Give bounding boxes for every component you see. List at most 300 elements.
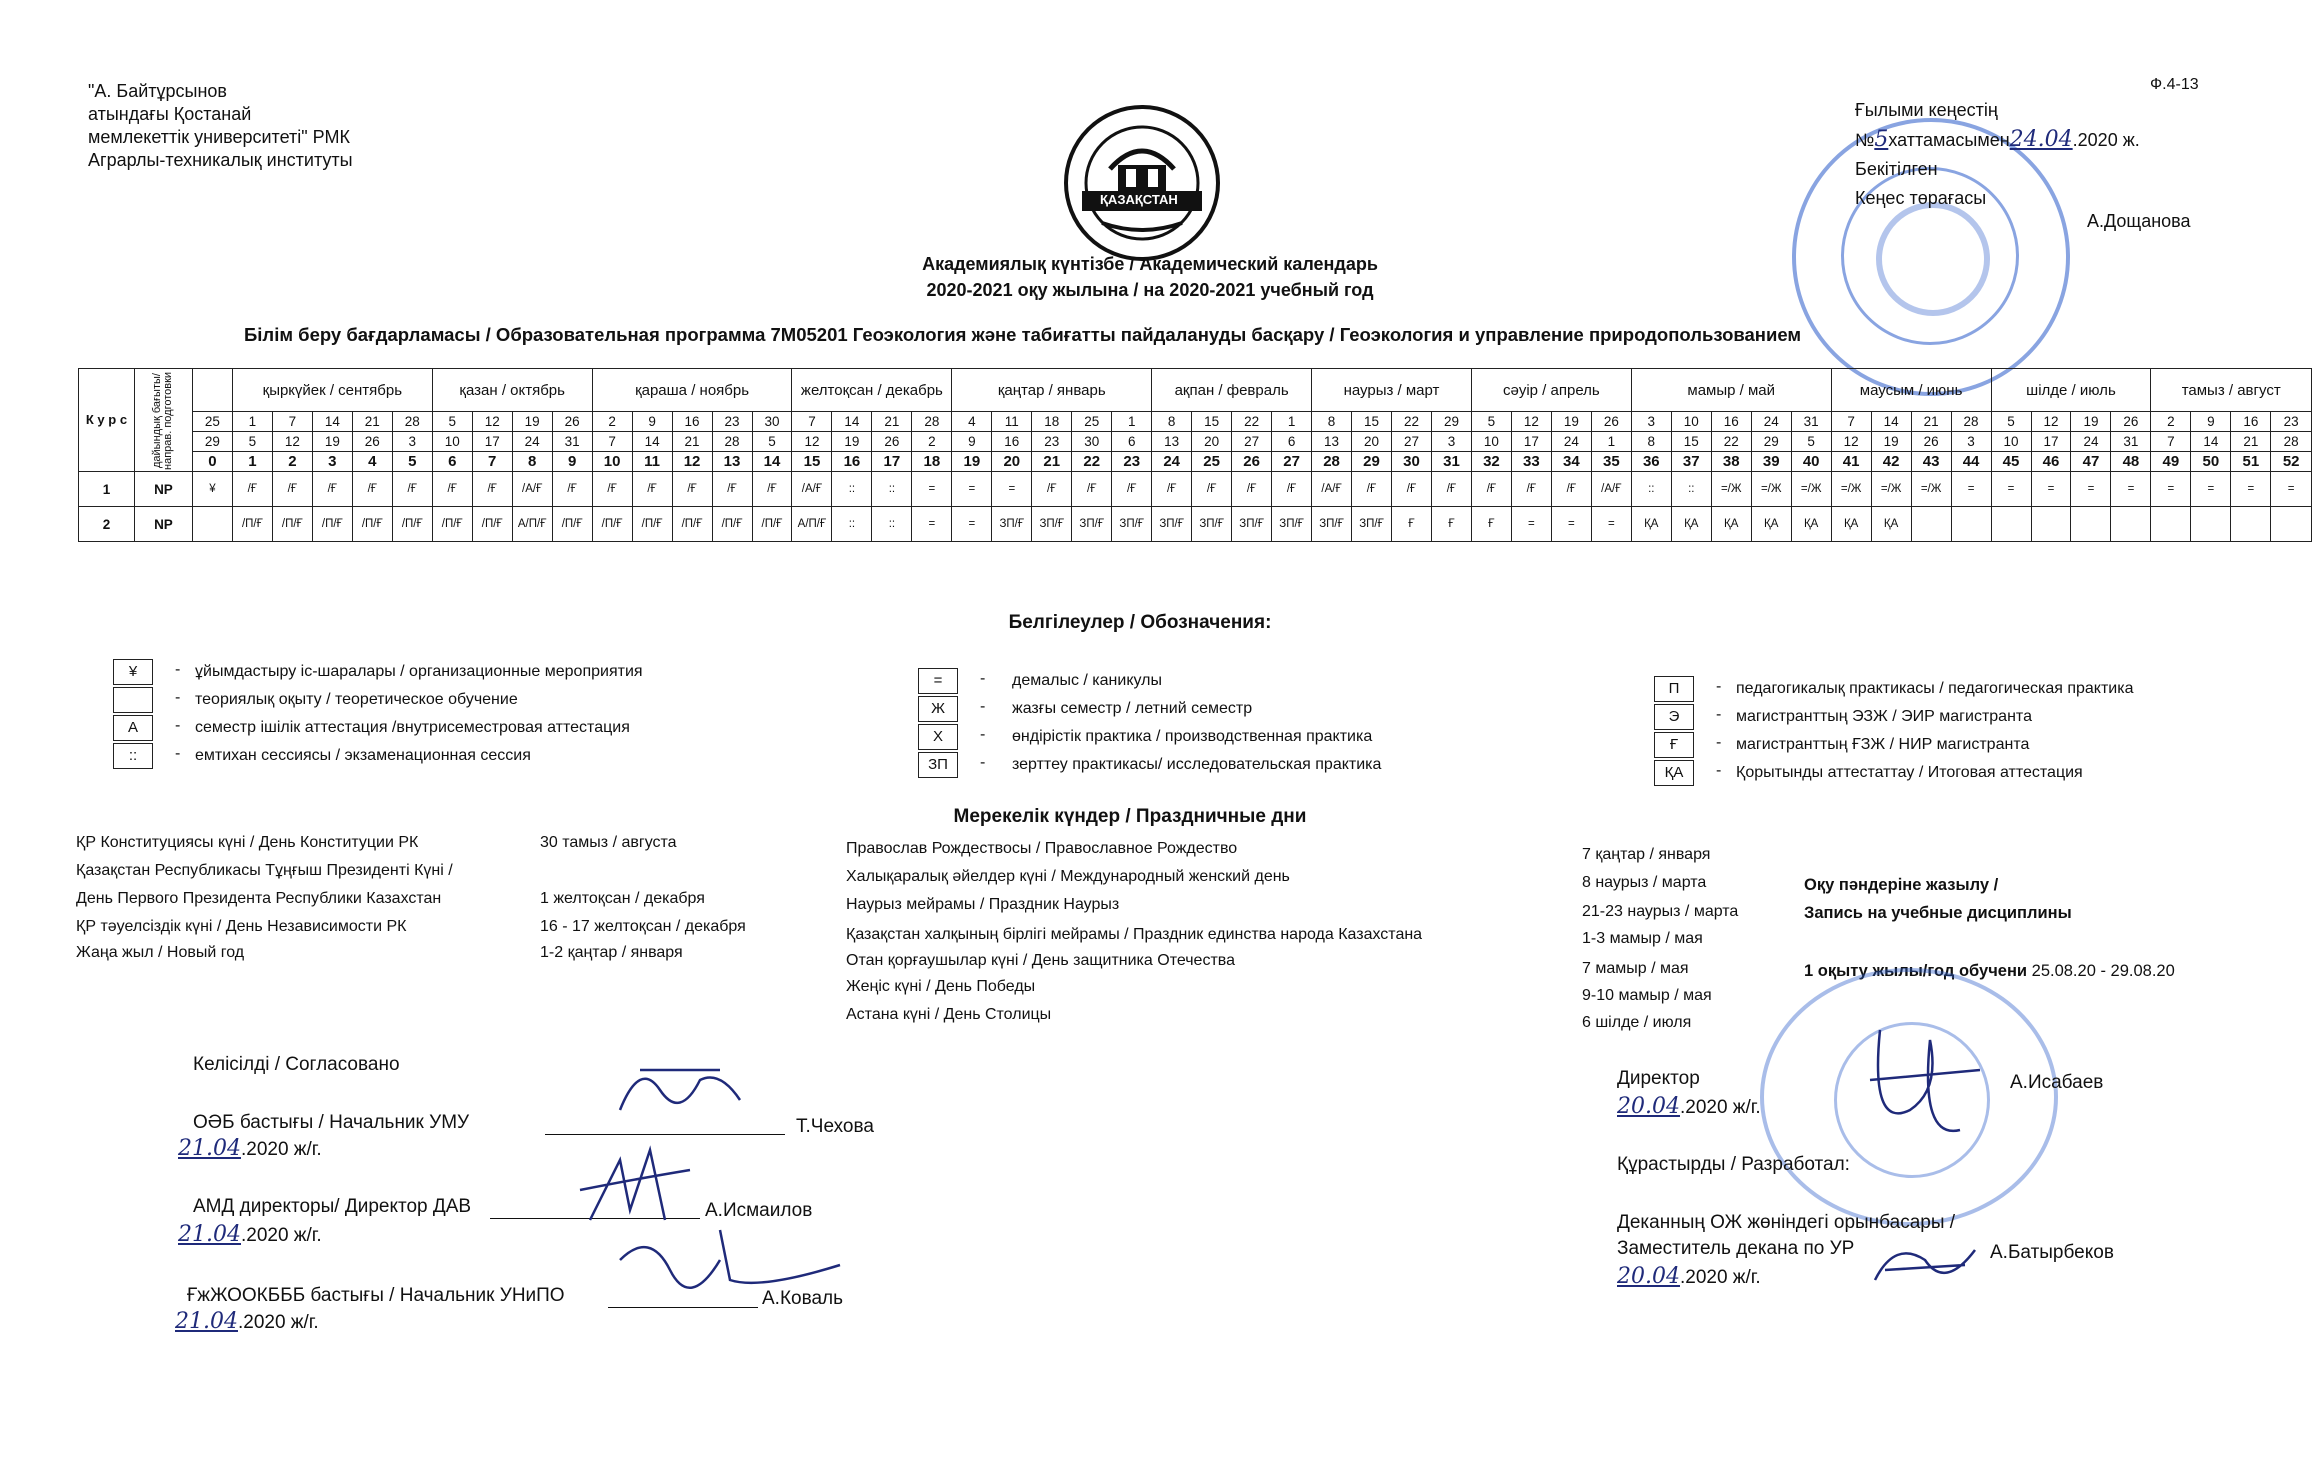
- starts-cell: 14: [312, 412, 352, 432]
- schedule-cell: [2031, 507, 2071, 542]
- week_numbers-cell: 52: [2271, 452, 2312, 472]
- ends-cell: 2: [912, 432, 952, 452]
- legend-dash: -: [980, 726, 986, 743]
- week_numbers-cell: 27: [1272, 452, 1312, 472]
- legend-code-box: Э: [1654, 704, 1694, 730]
- holiday-date: 21-23 наурыз / марта: [1582, 903, 1739, 920]
- program-header: дайындық бағыты/ направ. подготовки: [134, 369, 192, 472]
- legend-dash: -: [1716, 706, 1722, 723]
- starts-cell: 1: [232, 412, 272, 432]
- legend-dash: -: [175, 661, 181, 678]
- schedule-cell: ҚА: [1631, 507, 1671, 542]
- ends-cell: 9: [952, 432, 992, 452]
- ends-cell: 13: [1152, 432, 1192, 452]
- approval-chair: Кеңес төрағасы: [1855, 188, 1987, 208]
- ends-cell: 10: [432, 432, 472, 452]
- starts-cell: 24: [1751, 412, 1791, 432]
- holiday-name: Православ Рождествосы / Православное Рождество: [846, 840, 1238, 857]
- schedule-cell: ::: [832, 472, 872, 507]
- title-line-1: Академиялық күнтізбе / Академический календарь: [922, 254, 1378, 274]
- starts-cell: 19: [1551, 412, 1591, 432]
- ends-cell: 6: [1272, 432, 1312, 452]
- ends-cell: 26: [872, 432, 912, 452]
- schedule-cell: /П/Ғ: [752, 507, 792, 542]
- holiday-date: 16 - 17 желтоқсан / декабря: [540, 918, 746, 935]
- starts-cell: 28: [1951, 412, 1991, 432]
- starts-cell: 23: [712, 412, 752, 432]
- schedule-cell: /П/Ғ: [472, 507, 512, 542]
- week_numbers-cell: 37: [1671, 452, 1711, 472]
- ends-cell: 31: [552, 432, 592, 452]
- week_numbers-cell: 49: [2151, 452, 2191, 472]
- schedule-cell: [1911, 507, 1951, 542]
- director-date-row: 20.04.2020 ж/г.: [1617, 1094, 1761, 1119]
- schedule-cell: =: [912, 507, 952, 542]
- program-code: NP: [134, 472, 192, 507]
- starts-cell: 16: [2231, 412, 2271, 432]
- week_numbers-cell: 16: [832, 452, 872, 472]
- legend-dash: -: [1716, 678, 1722, 695]
- week_numbers-cell: 25: [1192, 452, 1232, 472]
- schedule-cell: А/П/Ғ: [512, 507, 552, 542]
- schedule-cell: =: [1991, 472, 2031, 507]
- ends-cell: 10: [1991, 432, 2031, 452]
- month-header: қараша / ноябрь: [592, 369, 792, 412]
- holiday-date: 1 желтоқсан / декабря: [540, 890, 705, 907]
- starts-cell: 9: [632, 412, 672, 432]
- schedule-cell: [2071, 507, 2111, 542]
- schedule-cell: =: [1591, 507, 1631, 542]
- starts-cell: 23: [2271, 412, 2312, 432]
- week_numbers-cell: 40: [1791, 452, 1831, 472]
- schedule-cell: /П/Ғ: [312, 507, 352, 542]
- legend-dash: -: [980, 698, 986, 715]
- starts-cell: 12: [2031, 412, 2071, 432]
- holiday-name: День Первого Президента Республики Казахстан: [76, 890, 442, 907]
- schedule-cell: /Ғ: [1072, 472, 1112, 507]
- legend-dash: -: [1716, 734, 1722, 751]
- legend-dash: -: [175, 745, 181, 762]
- schedule-cell: ЗП/Ғ: [1192, 507, 1232, 542]
- ends-cell: 26: [352, 432, 392, 452]
- ends-cell: 12: [792, 432, 832, 452]
- week_numbers-cell: 13: [712, 452, 752, 472]
- legend-code-box: [113, 687, 153, 713]
- starts-cell: 26: [1591, 412, 1631, 432]
- ends-cell: 19: [312, 432, 352, 452]
- starts-cell: 15: [1192, 412, 1232, 432]
- ends-cell: 3: [392, 432, 432, 452]
- holiday-name: ҚР Конституциясы күні / День Конституции РК: [76, 834, 419, 851]
- kurs-number: 1: [79, 472, 135, 507]
- starts-cell: 21: [1911, 412, 1951, 432]
- enrollment-line-1: Оқу пәндеріне жазылу /: [1804, 876, 1999, 894]
- schedule-cell: /П/Ғ: [392, 507, 432, 542]
- developed-label: Құрастырды / Разработал:: [1617, 1154, 1850, 1175]
- umu-title: ОӘБ бастығы / Начальник УМУ: [193, 1112, 470, 1133]
- starts-cell: 2: [592, 412, 632, 432]
- approval-approved: Бекітілген: [1855, 159, 1938, 179]
- ends-cell: 31: [2111, 432, 2151, 452]
- week_numbers-cell: 14: [752, 452, 792, 472]
- dav-name: А.Исмаилов: [705, 1200, 813, 1221]
- starts-cell: 12: [472, 412, 512, 432]
- holiday-name: Қазақстан халқының бірлігі мейрамы / Праздник единства народа Казахстана: [846, 926, 1423, 943]
- week_numbers-cell: 42: [1871, 452, 1911, 472]
- ends-cell: 3: [1431, 432, 1471, 452]
- starts-cell: 25: [1072, 412, 1112, 432]
- title-line-3: Білім беру бағдарламасы / Образовательная программа 7М05201 Геоэкология және табиғатты пайдалануды басқару / Геоэкология и управление природопользованием: [244, 324, 1802, 345]
- schedule-cell: =: [2271, 472, 2312, 507]
- schedule-cell: /Ғ: [352, 472, 392, 507]
- schedule-cell: =/Ж: [1871, 472, 1911, 507]
- starts-cell: 28: [912, 412, 952, 432]
- holiday-name: Отан қорғаушылар күні / День защитника Отечества: [846, 952, 1235, 969]
- holiday-name: Халықаралық әйелдер күні / Международный женский день: [846, 868, 1290, 885]
- schedule-cell: =: [2111, 472, 2151, 507]
- legend-text: емтихан сессиясы / экзаменационная сессия: [195, 747, 531, 764]
- starts-cell: 30: [752, 412, 792, 432]
- schedule-cell: ҚА: [1791, 507, 1831, 542]
- holiday-name: ҚР тәуелсіздік күні / День Независимости РК: [76, 918, 407, 935]
- schedule-cell: /Ғ: [472, 472, 512, 507]
- ends-cell: 10: [1471, 432, 1511, 452]
- ends-cell: 14: [2191, 432, 2231, 452]
- schedule-cell: [2231, 507, 2271, 542]
- holiday-date: 9-10 мамыр / мая: [1582, 987, 1712, 1004]
- legend-dash: -: [175, 689, 181, 706]
- holiday-date: 8 наурыз / марта: [1582, 874, 1707, 891]
- schedule-cell: /А/Ғ: [512, 472, 552, 507]
- week_numbers-cell: 12: [672, 452, 712, 472]
- ends-cell: 19: [832, 432, 872, 452]
- deputy-signature: [1865, 1230, 1985, 1300]
- schedule-cell: ҚА: [1711, 507, 1751, 542]
- week_numbers-cell: 18: [912, 452, 952, 472]
- week_numbers-cell: 44: [1951, 452, 1991, 472]
- week_numbers-cell: 10: [592, 452, 632, 472]
- legend-code-box: ҚА: [1654, 760, 1694, 786]
- schedule-cell: ЗП/Ғ: [1272, 507, 1312, 542]
- deputy-date: 20.04: [1617, 1264, 1680, 1289]
- schedule-cell: ¥: [192, 472, 232, 507]
- starts-cell: 4: [952, 412, 992, 432]
- month-header: қыркүйек / сентябрь: [232, 369, 432, 412]
- starts-cell: 19: [512, 412, 552, 432]
- umu-signature: [600, 1050, 760, 1130]
- starts-cell: 26: [2111, 412, 2151, 432]
- enrollment-line-2: Запись на учебные дисциплины: [1804, 904, 2072, 922]
- ends-cell: 21: [672, 432, 712, 452]
- institution-block: [88, 80, 353, 172]
- dav-date: 21.04: [178, 1222, 241, 1247]
- umu-date-row: 21.04.2020 ж/г.: [178, 1136, 322, 1161]
- schedule-cell: /П/Ғ: [712, 507, 752, 542]
- schedule-cell: ҚА: [1831, 507, 1871, 542]
- schedule-cell: /П/Ғ: [432, 507, 472, 542]
- starts-cell: 2: [2151, 412, 2191, 432]
- form-code: Ф.4-13: [2150, 76, 2199, 93]
- ends-cell: 21: [2231, 432, 2271, 452]
- schedule-cell: /Ғ: [272, 472, 312, 507]
- schedule-cell: =: [992, 472, 1032, 507]
- starts-cell: 1: [1112, 412, 1152, 432]
- schedule-cell: ЗП/Ғ: [1312, 507, 1352, 542]
- deputy-name: А.Батырбеков: [1990, 1242, 2114, 1263]
- month-header: мамыр / май: [1631, 369, 1831, 412]
- ends-cell: 5: [1791, 432, 1831, 452]
- schedule-cell: /Ғ: [712, 472, 752, 507]
- week_numbers-cell: 41: [1831, 452, 1871, 472]
- schedule-cell: /П/Ғ: [592, 507, 632, 542]
- week_numbers-cell: 8: [512, 452, 552, 472]
- week_numbers-cell: 24: [1152, 452, 1192, 472]
- starts-cell: 25: [192, 412, 232, 432]
- institution-line-1: "А. Байтұрсынов: [88, 81, 227, 101]
- schedule-cell: /Ғ: [1152, 472, 1192, 507]
- kurs-header: К у р с: [79, 369, 135, 472]
- schedule-cell: Ғ: [1392, 507, 1432, 542]
- schedule-cell: [2151, 507, 2191, 542]
- schedule-cell: =: [1951, 472, 1991, 507]
- schedule-cell: ЗП/Ғ: [1112, 507, 1152, 542]
- schedule-cell: =/Ж: [1711, 472, 1751, 507]
- schedule-cell: /Ғ: [232, 472, 272, 507]
- schedule-cell: /П/Ғ: [552, 507, 592, 542]
- schedule-cell: =/Ж: [1751, 472, 1791, 507]
- deputy-line-2: Заместитель декана по УР: [1617, 1238, 1855, 1259]
- holiday-name: Наурыз мейрамы / Праздник Наурыз: [846, 896, 1120, 913]
- month-header: шілде / июль: [1991, 369, 2151, 412]
- legend-text: өндірістік практика / производственная практика: [1012, 728, 1373, 745]
- schedule-cell: =: [1551, 507, 1591, 542]
- university-logo: [1062, 103, 1222, 263]
- legend-text: жазғы семестр / летний семестр: [1012, 700, 1253, 717]
- month-header: наурыз / март: [1312, 369, 1472, 412]
- schedule-cell: /П/Ғ: [672, 507, 712, 542]
- starts-cell: 18: [1032, 412, 1072, 432]
- legend-text: теориялық оқыту / теоретическое обучение: [195, 691, 518, 708]
- ends-cell: 29: [1751, 432, 1791, 452]
- starts-cell: 3: [1631, 412, 1671, 432]
- unipo-date-row: 21.04.2020 ж/г.: [175, 1309, 319, 1334]
- institution-line-3: мемлекеттік университеті" РМК: [88, 127, 350, 147]
- holiday-date: 1-3 мамыр / мая: [1582, 930, 1703, 947]
- month-header: тамыз / август: [2151, 369, 2312, 412]
- month-header: қаңтар / январь: [952, 369, 1152, 412]
- unipo-title: ҒжЖООКБББ бастығы / Начальник УНиПО: [187, 1285, 565, 1306]
- holiday-name: Жеңіс күні / День Победы: [846, 978, 1036, 995]
- starts-cell: 21: [872, 412, 912, 432]
- protocol-date: 24.04: [2009, 127, 2073, 152]
- week_numbers-cell: 39: [1751, 452, 1791, 472]
- schedule-cell: /Ғ: [552, 472, 592, 507]
- ends-cell: 1: [1591, 432, 1631, 452]
- holiday-name: Астана күні / День Столицы: [846, 1006, 1052, 1023]
- legend-text: зерттеу практикасы/ исследовательская практика: [1012, 756, 1382, 773]
- legend-dash: -: [175, 717, 181, 734]
- ends-cell: 22: [1711, 432, 1751, 452]
- institution-line-2: атындағы Қостанай: [88, 104, 252, 124]
- week_numbers-cell: 32: [1471, 452, 1511, 472]
- week_numbers-cell: 28: [1312, 452, 1352, 472]
- week_numbers-cell: 48: [2111, 452, 2151, 472]
- week_numbers-cell: 26: [1232, 452, 1272, 472]
- schedule-cell: ::: [1671, 472, 1711, 507]
- ends-cell: 23: [1032, 432, 1072, 452]
- director-date: 20.04: [1617, 1094, 1680, 1119]
- holiday-date: 7 мамыр / мая: [1582, 960, 1689, 977]
- starts-cell: 22: [1392, 412, 1432, 432]
- schedule-cell: =: [1511, 507, 1551, 542]
- week_numbers-cell: 15: [792, 452, 832, 472]
- holiday-name: Қазақстан Республикасы Тұңғыш Президенті Күні /: [76, 862, 453, 879]
- schedule-cell: Ғ: [1471, 507, 1511, 542]
- week_numbers-cell: 43: [1911, 452, 1951, 472]
- schedule-cell: /Ғ: [312, 472, 352, 507]
- deputy-line-1: Деканның ОЖ жөніндегі орынбасары /: [1617, 1212, 1956, 1233]
- schedule-cell: /Ғ: [1112, 472, 1152, 507]
- legend-text: магистранттың ЭЗЖ / ЭИР магистранта: [1736, 708, 2032, 725]
- week_numbers-cell: 6: [432, 452, 472, 472]
- enrollment-line-3: 1 оқыту жылы/год обучени 25.08.20 - 29.08.20: [1804, 962, 2175, 980]
- schedule-cell: /Ғ: [392, 472, 432, 507]
- holiday-date: 1-2 қаңтар / января: [540, 944, 683, 961]
- dav-title: АМД директоры/ Директор ДАВ: [193, 1196, 472, 1217]
- schedule-cell: =: [2151, 472, 2191, 507]
- legend-text: Қорытынды аттестаттау / Итоговая аттестация: [1736, 764, 2083, 781]
- schedule-cell: ::: [1631, 472, 1671, 507]
- schedule-cell: /Ғ: [592, 472, 632, 507]
- legend-code-box: ¥: [113, 659, 153, 685]
- schedule-cell: /Ғ: [1511, 472, 1551, 507]
- starts-cell: 26: [552, 412, 592, 432]
- schedule-cell: /А/Ғ: [792, 472, 832, 507]
- schedule-cell: /Ғ: [1392, 472, 1432, 507]
- month-header: желтоқсан / декабрь: [792, 369, 952, 412]
- schedule-cell: ЗП/Ғ: [1352, 507, 1392, 542]
- legend-code-box: А: [113, 715, 153, 741]
- starts-cell: 8: [1312, 412, 1352, 432]
- unipo-name: А.Коваль: [762, 1288, 844, 1309]
- program-code: NP: [134, 507, 192, 542]
- schedule-cell: /Ғ: [1352, 472, 1392, 507]
- schedule-cell: /А/Ғ: [1591, 472, 1631, 507]
- week_numbers-cell: 34: [1551, 452, 1591, 472]
- legend-code-box: П: [1654, 676, 1694, 702]
- schedule-cell: =: [2191, 472, 2231, 507]
- legend-code-box: Х: [918, 724, 958, 750]
- schedule-cell: /Ғ: [432, 472, 472, 507]
- week_numbers-cell: 36: [1631, 452, 1671, 472]
- ends-cell: 16: [992, 432, 1032, 452]
- kurs-number: 2: [79, 507, 135, 542]
- week_numbers-cell: 3: [312, 452, 352, 472]
- starts-cell: 22: [1232, 412, 1272, 432]
- starts-cell: 7: [1831, 412, 1871, 432]
- schedule-cell: /П/Ғ: [352, 507, 392, 542]
- legend-text: педагогикалық практикасы / педагогическая практика: [1736, 680, 2134, 697]
- starts-cell: 9: [2191, 412, 2231, 432]
- ends-cell: 12: [272, 432, 312, 452]
- week_numbers-cell: 0: [192, 452, 232, 472]
- umu-sign-line: [545, 1134, 785, 1135]
- ends-cell: 26: [1911, 432, 1951, 452]
- approval-line-1: Ғылыми кеңестің: [1855, 100, 1998, 120]
- schedule-cell: ЗП/Ғ: [1232, 507, 1272, 542]
- starts-cell: 10: [1671, 412, 1711, 432]
- week_numbers-cell: 2: [272, 452, 312, 472]
- schedule-cell: [192, 507, 232, 542]
- week_numbers-cell: 4: [352, 452, 392, 472]
- week_numbers-cell: 31: [1431, 452, 1471, 472]
- legend-text: семестр ішілік аттестация /внутрисеместровая аттестация: [195, 719, 630, 736]
- holiday-name: Жаңа жыл / Новый год: [76, 944, 245, 961]
- ends-cell: 12: [1831, 432, 1871, 452]
- schedule-cell: [1951, 507, 1991, 542]
- holidays-title: Мерекелік күндер / Праздничные дни: [953, 806, 1307, 827]
- schedule-cell: ::: [872, 472, 912, 507]
- starts-cell: 14: [1871, 412, 1911, 432]
- schedule-cell: =: [912, 472, 952, 507]
- legend-code-box: ::: [113, 743, 153, 769]
- ends-cell: 24: [2071, 432, 2111, 452]
- ends-cell: 19: [1871, 432, 1911, 452]
- starts-cell: 7: [272, 412, 312, 432]
- schedule-cell: /А/Ғ: [1312, 472, 1352, 507]
- week_numbers-cell: 45: [1991, 452, 2031, 472]
- deputy-date-row: 20.04.2020 ж/г.: [1617, 1264, 1761, 1289]
- week_numbers-cell: 1: [232, 452, 272, 472]
- schedule-cell: ::: [832, 507, 872, 542]
- schedule-cell: [1991, 507, 2031, 542]
- week_numbers-cell: 35: [1591, 452, 1631, 472]
- schedule-cell: =: [952, 472, 992, 507]
- schedule-cell: =: [2231, 472, 2271, 507]
- schedule-cell: [2191, 507, 2231, 542]
- ends-cell: 24: [512, 432, 552, 452]
- legend-dash: -: [1716, 762, 1722, 779]
- schedule-cell: ::: [872, 507, 912, 542]
- month-header: қазан / октябрь: [432, 369, 592, 412]
- week_numbers-cell: 23: [1112, 452, 1152, 472]
- starts-cell: 19: [2071, 412, 2111, 432]
- ends-cell: 17: [1511, 432, 1551, 452]
- schedule-cell: ЗП/Ғ: [1072, 507, 1112, 542]
- academic-calendar-table: [78, 368, 2312, 542]
- week_numbers-cell: 29: [1352, 452, 1392, 472]
- schedule-cell: ҚА: [1871, 507, 1911, 542]
- schedule-cell: /Ғ: [1232, 472, 1272, 507]
- protocol-number: 5: [1874, 127, 1889, 152]
- unipo-signature: [610, 1220, 850, 1300]
- week_numbers-cell: 5: [392, 452, 432, 472]
- week_numbers-cell: 22: [1072, 452, 1112, 472]
- week_numbers-cell: 21: [1032, 452, 1072, 472]
- ends-cell: 28: [2271, 432, 2312, 452]
- month-header: сәуір / апрель: [1471, 369, 1631, 412]
- schedule-cell: /Ғ: [1551, 472, 1591, 507]
- starts-cell: 5: [432, 412, 472, 432]
- starts-cell: 28: [392, 412, 432, 432]
- starts-cell: 8: [1152, 412, 1192, 432]
- schedule-cell: /П/Ғ: [272, 507, 312, 542]
- agreed-label: Келісілді / Согласовано: [193, 1054, 400, 1075]
- legend-text: демалыс / каникулы: [1012, 672, 1162, 689]
- schedule-cell: /Ғ: [752, 472, 792, 507]
- ends-cell: 17: [2031, 432, 2071, 452]
- legend-code-box: ЗП: [918, 752, 958, 778]
